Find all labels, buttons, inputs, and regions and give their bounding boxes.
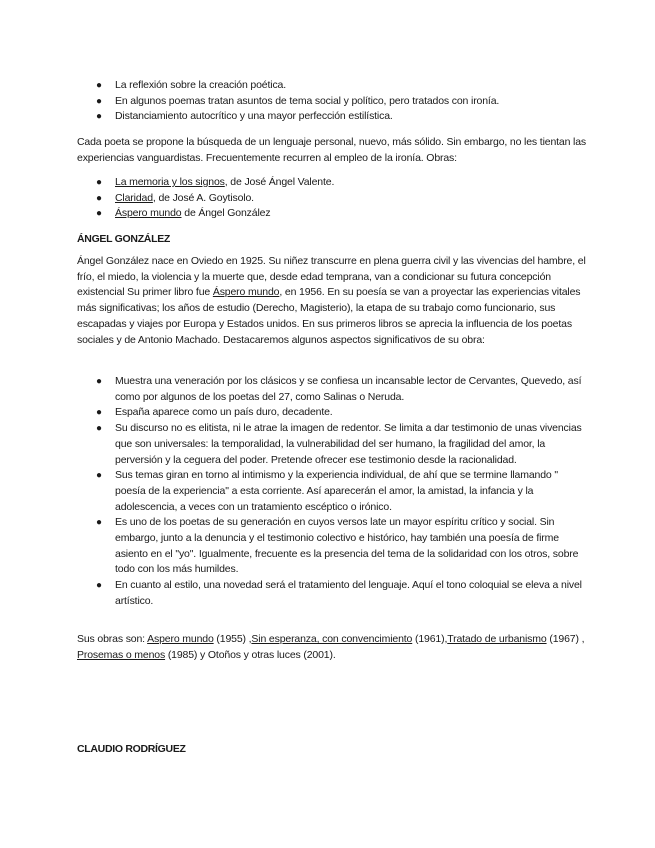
list-item: ● En algunos poemas tratan asuntos de tema social y político, pero tratados con ironía. [77, 94, 587, 110]
bullet-icon: ● [96, 470, 102, 482]
list-item: ● Sus temas giran en torno al intimismo y la experiencia individual, de ahí que se termine llamando " poesía de la experiencia" a esta corriente. Así aparecerán el amor, la amistad, la infancia y la adolescencia, a veces con un tratamiento escéptico o irónico. [96, 469, 558, 513]
aspects-list [77, 374, 587, 610]
list-item: ● Áspero mundo de Ángel González [77, 206, 587, 222]
bullet-icon: ● [96, 376, 102, 387]
bullet-icon: ● [96, 517, 102, 529]
works-paragraph: Sus obras son: Aspero mundo (1955) ,Sin esperanza, con convencimiento (1961),Tratado de urbanismo (1967) , Prosemas o menos (1985) y Otoños y otras luces (2001). [77, 633, 585, 661]
book-title-link[interactable]: Prosemas o menos [77, 648, 166, 661]
list-item: ● España aparece como un país duro, decadente. [77, 405, 587, 421]
book-title-link[interactable]: Aspero mundo [147, 633, 214, 645]
bullet-icon: ● [96, 423, 102, 435]
bullet-icon: ● [96, 111, 102, 123]
works-list [77, 175, 587, 222]
bullet-icon: ● [96, 177, 102, 188]
list-item: ● La memoria y los signos, de José Ángel Valente. [77, 175, 587, 191]
work-title-link[interactable]: Áspero mundo [115, 207, 182, 220]
intro-paragraph: Cada poeta se propone la búsqueda de un lenguaje personal, nuevo, más sólido. Sin embargo, no les tientan las experiencias vanguardistas. Frecuentemente recurren al empleo de la ironía. Obras: [77, 136, 587, 164]
bullet-icon: ● [96, 580, 102, 592]
list-item: ● Su discurso no es elitista, ni le atrae la imagen de redentor. Se limita a dar testimonio de unas vivencias que son universales: la temporalidad, la vulnerabilidad del ser humano, la fragilidad del amor, la perversión y la ceguera del poder. Pretende ofrecer ese testimonio desde la racionalidad. [96, 422, 582, 466]
book-title-link[interactable]: Sin esperanza, con convencimiento [251, 633, 413, 645]
bullet-icon: ● [96, 192, 102, 204]
book-title-link[interactable]: Tratado de urbanismo [447, 633, 547, 645]
list-item: ● En cuanto al estilo, una novedad será el tratamiento del lenguaje. Aquí el tono coloquial se eleva a nivel artístico. [96, 579, 582, 607]
book-title-link[interactable]: Áspero mundo [212, 286, 280, 299]
list-item: ● Muestra una veneración por los clásicos y se confiesa un incansable lector de Cervantes, Quevedo, así como por algunos de los poetas del 27, como Salinas o Neruda. [96, 375, 582, 403]
bullet-icon: ● [96, 208, 102, 220]
list-item: ● Es uno de los poetas de su generación en cuyos versos late un mayor espíritu crítico y social. Sin embargo, junto a la denuncia y el testimonio colectivo e histórico, hay también una poesía de firme asiento en el "yo". Igualmente, frecuente es la presencia del tema de la solidaridad con los otros, sobre todo con los más humildes. [96, 516, 579, 576]
bullet-icon: ● [96, 407, 102, 419]
section-heading-claudio-rodriguez: CLAUDIO RODRÍGUEZ [77, 743, 186, 755]
list-item: ● Distanciamiento autocrítico y una mayor perfección estilística. [77, 109, 587, 125]
bullet-icon: ● [96, 95, 102, 107]
work-title-link[interactable]: La memoria y los signos [115, 176, 225, 188]
section-heading-angel-gonzalez: ÁNGEL GONZÁLEZ [77, 233, 171, 245]
list-item: ● Claridad, de José A. Goytisolo. [77, 191, 587, 207]
list-item: ● La reflexión sobre la creación poética. [77, 78, 587, 94]
biography-paragraph: Ángel González nace en Oviedo en 1925. Su niñez transcurre en plena guerra civil y las vivencias del hambre, el frío, el miedo, la violencia y la muerte que, desde edad temprana, van a condicionar su futura concepción existencial Su primer libro fue Áspero mundo, en 1956. En su poesía se van a proyectar las experiencias vitales más significativas; los años de estudio (Derecho, Magisterio), la etapa de su trabajo como funcionario, sus escapadas y viajes por Europa y Estados unidos. En sus primeros libros se aprecia la influencia de los poetas sociales y de Antonio Machado. Destacaremos algunos aspectos significativos de su obra: [77, 255, 586, 346]
bullet-list-top [77, 78, 587, 125]
work-title-link[interactable]: Claridad [115, 191, 153, 204]
bullet-icon: ● [96, 80, 102, 91]
